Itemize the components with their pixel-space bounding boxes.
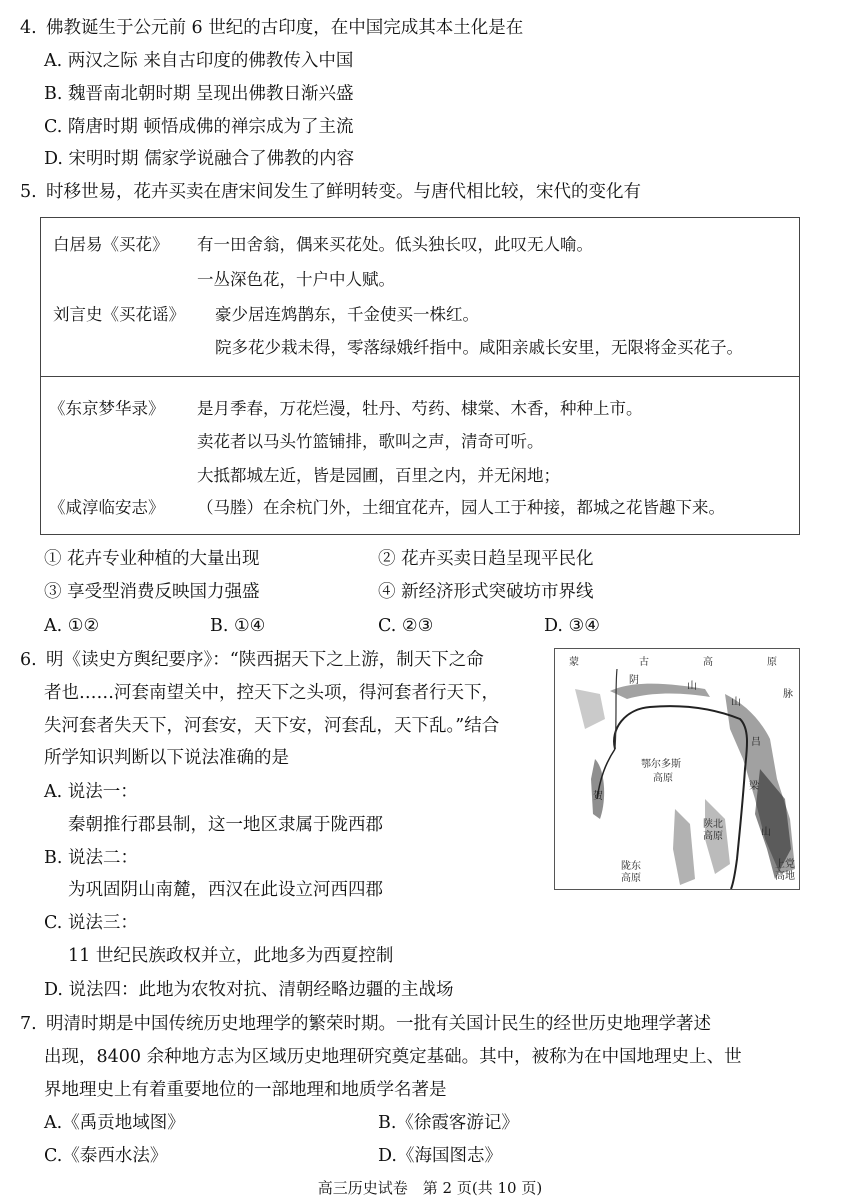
q5-choice-b: B. ①④ — [210, 616, 266, 636]
q4-option-b: B. 魏晋南北朝时期 呈现出佛教日渐兴盛 — [44, 84, 354, 104]
q4-number: 4. — [20, 18, 37, 38]
map-label-shanbei-2: 高原 — [703, 831, 723, 842]
q5-number: 5. — [20, 182, 37, 202]
map-label-longdong-1: 陇东 — [621, 861, 641, 872]
song-text-1a: 是月季春，万花烂漫，牡丹、芍药、棣棠、木香，种种上市。 — [197, 399, 643, 418]
song-text-2a: （马塍）在余杭门外，土细宜花卉，园人工于种接，都城之花皆趣下来。 — [197, 498, 725, 517]
q5-item-4: ④ 新经济形式突破坊市界线 — [378, 582, 594, 602]
page-footer: 高三历史试卷 第 2 页(共 10 页) — [317, 1179, 543, 1197]
map-label-shan-3: 山 — [761, 827, 771, 838]
q6-stem-line-4: 所学知识判断以下说法准确的是 — [44, 748, 289, 768]
q7-stem-line-2: 出现，8400 余种地方志为区域历史地理研究奠定基础。其中，被称为在中国地理史上、世 — [44, 1047, 742, 1067]
q4-option-c: C. 隋唐时期 顿悟成佛的禅宗成为了主流 — [44, 117, 354, 137]
q7-stem-line-3: 界地理史上有着重要地位的一部地理和地质学名著是 — [44, 1080, 447, 1100]
q5-choice-a: A. ①② — [44, 616, 100, 636]
map-label-yuan: 原 — [767, 657, 777, 668]
q6-option-a-text: 秦朝推行郡县制，这一地区隶属于陇西郡 — [68, 815, 383, 835]
q6-option-b: B. 说法二： — [44, 848, 138, 868]
map-label-liang: 梁 — [749, 781, 759, 792]
q7-choice-b: B.《徐霞客游记》 — [378, 1113, 519, 1133]
q4-option-d: D. 宋明时期 儒家学说融合了佛教的内容 — [44, 149, 355, 169]
q6-option-c: C. 说法三： — [44, 913, 138, 933]
q6-stem-line-3: 失河套者失天下，河套安，天下安，河套乱，天下乱。”结合 — [44, 716, 500, 736]
map-label-mai: 脉 — [783, 689, 793, 700]
q6-stem-line-2: 者也……河套南望关中，控天下之头项，得河套者行天下， — [44, 683, 499, 703]
q4-stem — [20, 16, 523, 40]
q6-stem-line-1 — [20, 648, 484, 672]
map-label-shangdang-1: 上党 — [775, 859, 795, 870]
quote-divider — [41, 376, 799, 377]
tang-text-1a: 有一田舍翁，偶来买花处。低头独长叹，此叹无人喻。 — [197, 235, 593, 254]
q5-stem-text: 时移世易，花卉买卖在唐宋间发生了鲜明转变。与唐代相比较，宋代的变化有 — [46, 182, 641, 202]
hetao-map — [554, 648, 800, 890]
map-label-shanbei-1: 陕北 — [703, 819, 723, 830]
q5-item-1: ① 花卉专业种植的大量出现 — [44, 549, 260, 569]
q6-option-a: A. 说法一： — [44, 782, 138, 802]
map-label-gu: 古 — [639, 657, 649, 668]
song-source-1: 《东京梦华录》 — [49, 399, 165, 418]
map-label-ordos-2: 高原 — [653, 773, 673, 784]
q5-source-box — [40, 217, 800, 535]
map-label-shan-2: 山 — [731, 697, 741, 708]
q6-number: 6. — [20, 650, 37, 670]
map-label-yin: 阴 — [629, 675, 639, 686]
q5-item-2: ② 花卉买卖日趋呈现平民化 — [378, 549, 594, 569]
q6-option-d: D. 说法四：此地为农牧对抗、清朝经略边疆的主战场 — [44, 980, 454, 1000]
q5-item-3: ③ 享受型消费反映国力强盛 — [44, 582, 260, 602]
q4-option-a: A. 两汉之际 来自古印度的佛教传入中国 — [44, 51, 354, 71]
song-text-1c: 大抵都城左近，皆是园圃，百里之内，并无闲地； — [197, 466, 560, 485]
map-label-ordos-1: 鄂尔多斯 — [641, 759, 681, 770]
q6-option-b-text: 为巩固阴山南麓，西汉在此设立河西四郡 — [68, 880, 383, 900]
tang-text-2a: 豪少居连鸩鹊东，千金使买一株红。 — [215, 305, 479, 324]
tang-text-1b: 一丛深色花，十户中人赋。 — [197, 270, 395, 289]
q6-stem-line-1-text: 明《读史方舆纪要序》：“陕西据天下之上游，制天下之命 — [46, 650, 484, 670]
song-text-1b: 卖花者以马头竹篮铺排，歌叫之声，清奇可听。 — [197, 432, 544, 451]
q7-choice-d: D.《海国图志》 — [378, 1146, 502, 1166]
q5-choice-d: D. ③④ — [544, 616, 600, 636]
tang-source-2: 刘言史《买花谣》 — [53, 305, 185, 324]
tang-source-1: 白居易《买花》 — [53, 235, 169, 254]
q7-choice-c: C.《泰西水法》 — [44, 1146, 168, 1166]
map-label-meng: 蒙 — [569, 657, 579, 668]
q5-choice-c: C. ②③ — [378, 616, 434, 636]
map-label-shangdang-2: 高地 — [775, 871, 795, 882]
q7-stem-line-1 — [20, 1012, 711, 1036]
q7-choice-a: A.《禹贡地域图》 — [44, 1113, 185, 1133]
q6-option-c-text: 11 世纪民族政权并立，此地多为西夏控制 — [68, 946, 394, 966]
map-label-longdong-2: 高原 — [621, 873, 641, 884]
map-label-shan-1: 山 — [687, 681, 697, 692]
q7-stem-line-1-text: 明清时期是中国传统历史地理学的繁荣时期。一批有关国计民生的经世历史地理学著述 — [46, 1014, 711, 1034]
q4-stem-text: 佛教诞生于公元前 6 世纪的古印度，在中国完成其本土化是在 — [46, 18, 524, 38]
song-source-2: 《咸淳临安志》 — [49, 498, 165, 517]
map-label-he: 贺 — [593, 791, 603, 802]
q5-stem — [20, 180, 641, 204]
tang-text-2b: 院多花少栽未得，零落绿娥纤指中。咸阳亲戚长安里，无限将金买花子。 — [215, 338, 743, 357]
map-label-lv: 吕 — [751, 737, 761, 748]
q7-number: 7. — [20, 1014, 37, 1034]
map-label-gao: 高 — [703, 657, 713, 668]
